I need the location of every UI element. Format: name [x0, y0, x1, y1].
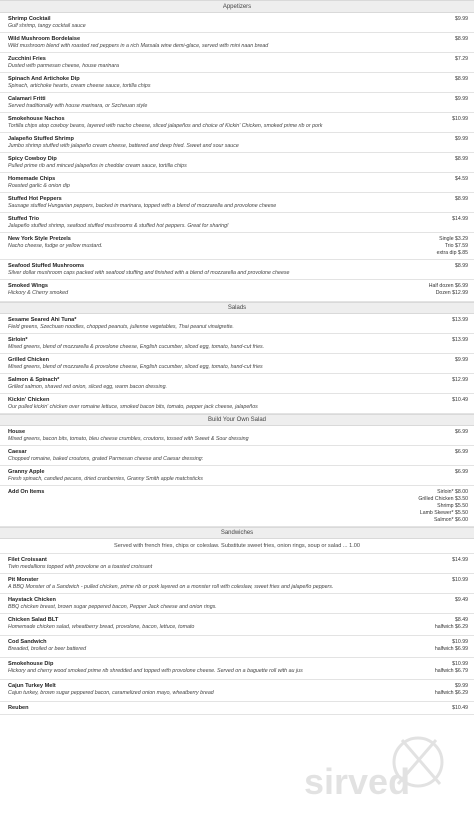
item-price — [452, 317, 468, 324]
item-name: Zucchini Fries — [8, 56, 46, 62]
item-name: Stuffed Trio — [8, 216, 40, 222]
item-name: Wild Mushroom Bordelaise — [8, 36, 81, 42]
menu-item[interactable] — [0, 233, 474, 260]
price-line: Single $3.29 — [439, 236, 468, 242]
sirved-logo-text: sirved — [304, 761, 411, 802]
item-name: Jalapeño Stuffed Shrimp — [8, 136, 74, 142]
item-description: Roasted garlic & onion dip — [8, 183, 70, 189]
item-description: Sausage stuffed Hungarian peppers, backed in marinara, topped with a blend of mozzarella and provolone cheese — [8, 203, 277, 209]
menu-item[interactable] — [0, 334, 474, 354]
item-description: Grilled salmon, shaved red onion, sliced egg, warm bacon dressing. — [8, 384, 167, 390]
item-description: BBQ chicken breast, brown sugar peppered bacon, Pepper Jack cheese and onion rings. — [8, 604, 217, 610]
section-note: Served with french fries, chips or coleslaw. Substitute sweet fries, onion rings, soup or salad ... 1.00 — [0, 539, 474, 554]
item-name: Homemade Chips — [8, 176, 56, 182]
item-description: Fresh spinach, candied pecans, dried cranberries, Granny Smith apple matchsticks — [8, 476, 203, 482]
item-price — [455, 357, 468, 364]
item-price — [418, 489, 468, 524]
item-name: Smokehouse Dip — [8, 661, 54, 667]
item-price — [455, 469, 468, 476]
menu-item[interactable] — [0, 554, 474, 574]
item-name: Reuben — [8, 705, 29, 711]
menu-item[interactable] — [0, 594, 474, 614]
item-price — [455, 76, 468, 83]
item-price — [455, 196, 468, 203]
price-line: $6.99 — [455, 469, 468, 475]
price-line: Trio $7.59 — [444, 243, 468, 249]
fork-knife-icon — [394, 738, 442, 786]
price-line: halfwich $6.29 — [434, 624, 468, 630]
menu-item[interactable] — [0, 658, 474, 680]
menu-item[interactable] — [0, 113, 474, 133]
menu-item[interactable] — [0, 93, 474, 113]
price-line: Shrimp $5.50 — [437, 503, 468, 509]
item-price — [435, 617, 468, 631]
price-line: $9.99 — [455, 96, 468, 102]
menu-item[interactable] — [0, 260, 474, 280]
item-price — [435, 661, 468, 675]
item-description: Nacho cheese, fudge or yellow mustard. — [8, 243, 103, 249]
item-price — [452, 116, 468, 123]
item-price — [455, 156, 468, 163]
item-price — [452, 337, 468, 344]
item-name: Caesar — [8, 449, 27, 455]
price-line: $10.99 — [452, 661, 468, 667]
price-line: $10.49 — [452, 397, 468, 403]
item-price — [452, 397, 468, 404]
price-line: $9.99 — [455, 357, 468, 363]
item-name: Salmon & Spinach* — [8, 377, 60, 383]
item-price — [455, 16, 468, 23]
item-description: Dusted with parmesan cheese, house marinara — [8, 63, 119, 69]
price-line: $14.99 — [452, 216, 468, 222]
price-line: $8.99 — [455, 76, 468, 82]
section-header-salads: Salads — [0, 302, 474, 314]
item-name: Stuffed Hot Peppers — [8, 196, 62, 202]
item-price — [455, 176, 468, 183]
item-name: New York Style Pretzels — [8, 236, 71, 242]
menu-item[interactable] — [0, 213, 474, 233]
item-description: Our pulled kickin' chicken over romaine lettuce, smoked bacon bits, tomato, pepper jack cheese, jalapeños — [8, 404, 258, 410]
price-line: Lamb Skewer* $5.50 — [419, 510, 468, 516]
menu-item[interactable] — [0, 394, 474, 414]
menu-item[interactable] — [0, 13, 474, 33]
menu-item[interactable] — [0, 53, 474, 73]
item-name: Spicy Cowboy Dip — [8, 156, 57, 162]
price-line: extra dip $.85 — [436, 250, 468, 256]
price-line: halfwich $6.99 — [434, 646, 468, 652]
item-description: Breaded, broiled or beer battered — [8, 646, 87, 652]
price-line: Grilled Chicken $3.50 — [418, 496, 468, 502]
price-line: $8.49 — [455, 617, 468, 623]
item-description: Hickory and cherry wood smoked prime rib shredded and topped with provolone cheese. Served on a baguette roll with au jus — [8, 668, 303, 674]
item-name: Granny Apple — [8, 469, 45, 475]
price-line: $6.99 — [455, 429, 468, 435]
item-price — [435, 683, 468, 697]
section-header-appetizers: Appetizers — [0, 0, 474, 13]
menu-item[interactable] — [0, 574, 474, 594]
item-name: Pit Monster — [8, 577, 39, 583]
menu-item[interactable] — [0, 314, 474, 334]
item-price — [435, 639, 468, 653]
item-name: Seafood Stuffed Mushrooms — [8, 263, 85, 269]
item-name: Smoked Wings — [8, 283, 49, 289]
item-name: Chicken Salad BLT — [8, 617, 59, 623]
menu-item[interactable] — [0, 193, 474, 213]
menu-item[interactable] — [0, 280, 474, 302]
menu-item[interactable] — [0, 636, 474, 658]
item-description: Chopped romaine, baked croutons, grated Parmesan cheese and Caesar dressing: — [8, 456, 204, 462]
price-line: $10.99 — [452, 577, 468, 583]
item-description: Cajun turkey, brown sugar peppered bacon, caramelized onion mayo, wheatberry bread — [8, 690, 214, 696]
item-description: Gulf shrimp, tangy cocktail sauce — [8, 23, 86, 29]
item-description: Hickory & Cherry smoked — [8, 290, 69, 296]
price-line: Half dozen $6.99 — [428, 283, 468, 289]
item-price — [452, 377, 468, 384]
item-price — [452, 216, 468, 223]
price-line: $10.99 — [452, 116, 468, 122]
menu-item[interactable] — [0, 680, 474, 702]
menu-item[interactable] — [0, 73, 474, 93]
price-line: Salmon* $6.00 — [433, 517, 468, 523]
item-name: Haystack Chicken — [8, 597, 56, 603]
item-price — [455, 36, 468, 43]
price-line: $7.29 — [455, 56, 468, 62]
item-price — [452, 705, 468, 712]
item-description: Tortilla chips atop cowboy beans, layered with nacho cheese, sliced jalapeños and choice of Kickin' Chicken, smoked prime rib or pork — [8, 123, 323, 129]
price-line: $8.99 — [455, 196, 468, 202]
item-price — [452, 557, 468, 564]
menu-item[interactable] — [0, 446, 474, 466]
item-name: Smokehouse Nachos — [8, 116, 65, 122]
item-name: Calamari Fritti — [8, 96, 46, 102]
item-price — [455, 449, 468, 456]
section-header-build_salad: Build Your Own Salad — [0, 414, 474, 426]
price-line: $9.99 — [455, 683, 468, 689]
menu-item[interactable] — [0, 33, 474, 53]
item-description: Silver dollar mushroom caps packed with seafood stuffing and finished with a blend of mozzarella and provolone cheese — [8, 270, 290, 276]
price-line: halfwich $6.79 — [434, 668, 468, 674]
item-name: Grilled Chicken — [8, 357, 50, 363]
price-line: $14.99 — [452, 557, 468, 563]
item-name: Cajun Turkey Melt — [8, 683, 56, 689]
item-name: Shrimp Cocktail — [8, 16, 51, 22]
menu-item[interactable] — [0, 133, 474, 153]
price-line: $6.99 — [455, 449, 468, 455]
item-name: Sirloin* — [8, 337, 28, 343]
item-name: Filet Croissant — [8, 557, 47, 563]
price-line: $8.99 — [455, 36, 468, 42]
item-price — [437, 236, 468, 257]
item-price — [455, 96, 468, 103]
price-line: $13.99 — [452, 337, 468, 343]
menu-item[interactable] — [0, 153, 474, 173]
price-line: $8.99 — [455, 156, 468, 162]
item-description: Mixed greens, blend of mozzarella & provolone cheese, English cucumber, sliced egg, tomato, hand-cut fries — [8, 364, 263, 370]
price-line: $9.49 — [455, 597, 468, 603]
item-description: Field greens, Szechuan noodles, chopped peanuts, julienne vegetables, Thai peanut vinaigrette. — [8, 324, 234, 330]
item-price — [455, 263, 468, 270]
item-price — [429, 283, 468, 297]
menu-item[interactable] — [0, 426, 474, 446]
price-line: Dozen $12.99 — [435, 290, 468, 296]
item-description: Twin medallions topped with provolone on a toasted croissant — [8, 564, 153, 570]
menu-item[interactable] — [0, 614, 474, 636]
item-description: Mixed greens, bacon bits, tomato, bleu cheese crumbles, croutons, tossed with Sweet & Sour dressing — [8, 436, 249, 442]
item-name: Add On Items — [8, 489, 45, 495]
menu-item[interactable] — [0, 374, 474, 394]
item-price — [455, 597, 468, 604]
item-description: A BBQ Monster of a Sandwich - pulled chicken, prime rib or pork layered on a monster roll with coleslaw, sweet fries and jalapeño peppers. — [8, 584, 334, 590]
item-price — [455, 136, 468, 143]
item-description: Pulled prime rib and minced jalapeños in cheddar cream sauce, tortilla chips — [8, 163, 187, 169]
menu-item[interactable] — [0, 486, 474, 527]
menu-item[interactable] — [0, 702, 474, 715]
price-line: halfwich $6.29 — [434, 690, 468, 696]
price-line: $9.99 — [455, 136, 468, 142]
price-line: $8.99 — [455, 263, 468, 269]
item-name: Sesame Seared Ahi Tuna* — [8, 317, 77, 323]
item-name: Spinach And Artichoke Dip — [8, 76, 80, 82]
item-price — [455, 429, 468, 436]
price-line: $4.59 — [455, 176, 468, 182]
price-line: $9.99 — [455, 16, 468, 22]
item-price — [452, 577, 468, 584]
section-header-sandwiches: Sandwiches — [0, 527, 474, 539]
item-name: Kickin' Chicken — [8, 397, 50, 403]
price-line: $12.99 — [452, 377, 468, 383]
price-line: $13.99 — [452, 317, 468, 323]
item-description: Spinach, artichoke hearts, cream cheese sauce, tortilla chips — [8, 83, 151, 89]
item-description: Homemade chicken salad, wheatberry bread, provolone, bacon, lettuce, tomato — [8, 624, 195, 630]
price-line: Sirloin* $8.00 — [437, 489, 468, 495]
item-description: Wild mushroom blend with roasted red peppers in a rich Marsala wine demi-glace, served with mini naan bread — [8, 43, 269, 49]
price-line: $10.49 — [452, 705, 468, 711]
menu-item[interactable] — [0, 466, 474, 486]
item-description: Jalapeño stuffed shrimp, seafood stuffed mushrooms & stuffed hot peppers. Great for sharing! — [8, 223, 229, 229]
item-name: Cod Sandwich — [8, 639, 47, 645]
item-description: Jumbo shrimp stuffed with jalapeño cream cheese, battered and deep fried. Sweet and sour sauce — [8, 143, 239, 149]
sirved-watermark — [300, 732, 460, 802]
item-description: Mixed greens, blend of mozzarella & provolone cheese, English cucumber, sliced egg, tomato, hand-cut fries. — [8, 344, 265, 350]
menu-item[interactable] — [0, 354, 474, 374]
price-line: $10.99 — [452, 639, 468, 645]
item-name: House — [8, 429, 26, 435]
menu-item[interactable] — [0, 173, 474, 193]
item-description: Served traditionally with house marinara, or Szcheuan style — [8, 103, 148, 109]
item-price — [455, 56, 468, 63]
